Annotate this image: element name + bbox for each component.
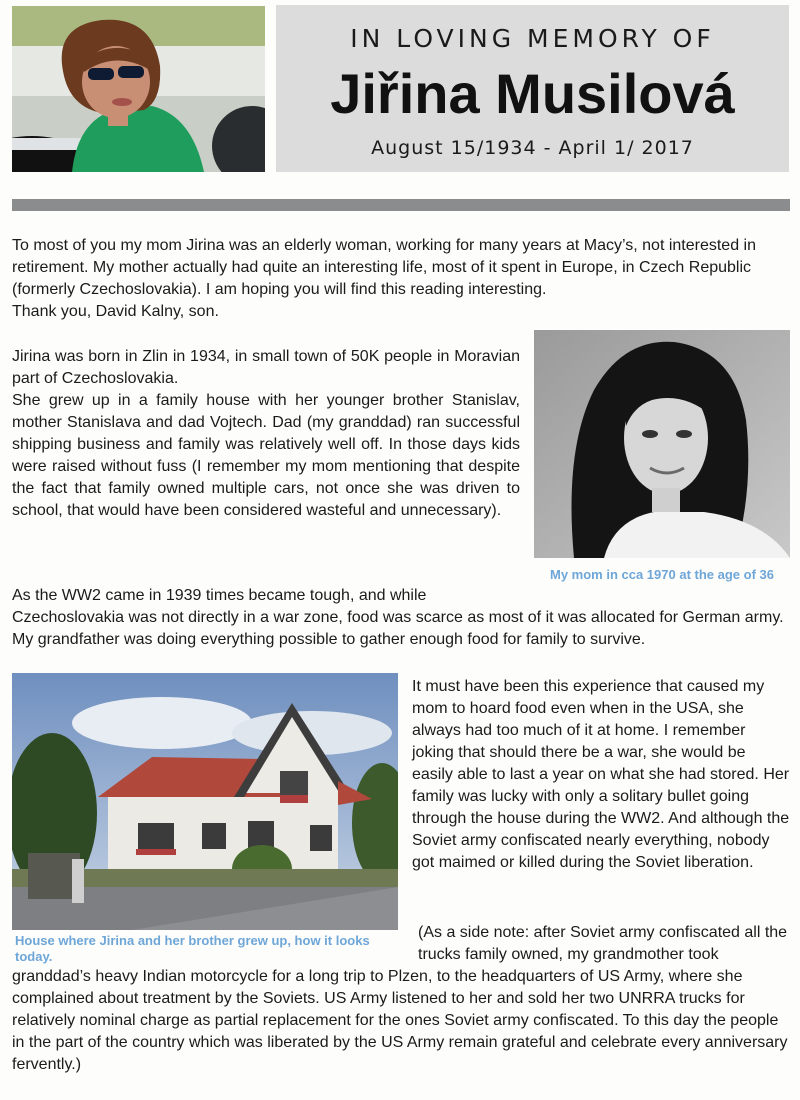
intro-section [12,235,788,323]
title-line: IN LOVING MEMORY OF [350,24,715,53]
bio-family: She grew up in a family house with her younger brother Stanislav, mother Stanislava and dad Vojtech. Dad (my granddad) ran successful shipping business and family was relatively well off. In those days kids were raised without fuss (I remember my mom mentioning that despite the fact that family owned multiple cars, not once she was driven to school, that would have been considered wasteful and unnecessary). [12,392,520,519]
ww2-line1: As the WW2 came in 1939 times became tough, and while [12,587,427,604]
deceased-name: Jiřina Musilová [330,62,735,125]
header-photo [12,6,265,172]
header-divider [12,199,790,211]
intro-paragraph: To most of you my mom Jirina was an elderly woman, working for many years at Macy’s, not interested in retirement. My mother actually had quite an interesting life, most of it spent in Europe, in Czech Republic (formerly Czechoslovakia). I am hoping you will find this reading interesting. [12,237,756,298]
ww2-section [12,585,788,651]
hoard-paragraph: It must have been this experience that caused my mom to hoard food even when in the USA, she always had too much of it at home. I remember joking that should there be a war, she would be easily able to last a year on what she had stored. Her family was lucky with only a solitary bullet going through the house during the WW2. And although the Soviet army confiscated nearly everything, nobody got maimed or killed during the Soviet liberation. [412,678,790,871]
bio-section [12,346,520,522]
bio-born: Jirina was born in Zlin in 1934, in small town of 50K people in Moravian part of Czechoslovakia. [12,348,520,387]
portrait-caption: My mom in cca 1970 at the age of 36 [550,567,774,582]
ww2-rest: Czechoslovakia was not directly in a war zone, food was scarce as most of it was allocated for German army. My grandfather was doing everything possible to gather enough food for family to survive. [12,609,784,648]
house-photo [12,673,398,930]
title-box [276,5,789,172]
signature: Thank you, David Kalny, son. [12,303,219,320]
life-dates: August 15/1934 - April 1/ 2017 [371,137,694,159]
sidenote-rest: granddad’s heavy Indian motorcycle for a long trip to Plzen, to the headquarters of US Army, where she complained about treatment by the Soviets. US Army listened to her and sold her two UNRRA trucks for relatively nominal charge as partial replacement for the ones Soviet army confiscated. To this day the people in the part of the country which was liberated by the US Army remain grateful and celebrate every anniversary fervently.) [12,968,788,1073]
portrait-photo [534,330,790,558]
sidenote-section [12,922,790,1076]
house-caption: House where Jirina and her brother grew up, how it looks today. [15,933,370,964]
sidenote-first: (As a side note: after Soviet army confiscated all the trucks family owned, my grandmother took [418,924,788,963]
